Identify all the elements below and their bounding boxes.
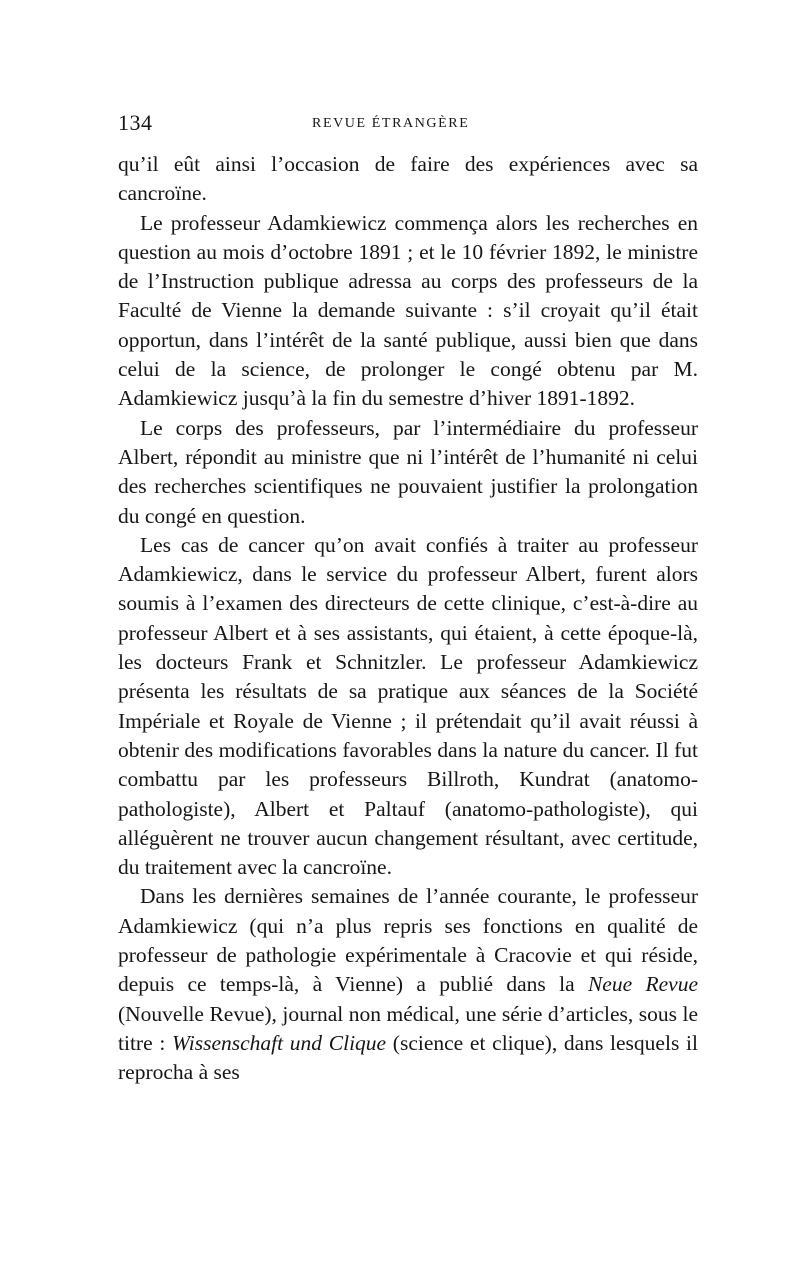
paragraph-text: (Nouvelle Revue), journal non médical, une série d’articles, sous le titre :: [118, 1001, 698, 1055]
journal-title: Neue Revue: [587, 972, 698, 997]
paragraph-text: (science et clique), dans lesquels il reprocha à ses: [118, 1030, 698, 1085]
body-text: [118, 150, 698, 1088]
paragraph: Les cas de cancer qu’on avait confiés à traiter au professeur Adamkiewicz, dans le service du professeur Albert, furent alors soumis à l’examen des directeurs de cette clinique, c’est-à-dire au professeur Albert et à ses assistants, qui étaient, à cette époque-là, les docteurs Frank et Schnitzler. Le professeur Adamkiewicz présenta les résultats de sa pratique aux séances de la Société Impériale et Royale de Vienne ; il prétendait qu’il avait réussi à obtenir des modifications favorables dans la nature du cancer. Il fut combattu par les professeurs Billroth, Kundrat (anatomo-pathologiste), Albert et Paltauf (anatomo-pathologiste), qui alléguèrent ne trouver aucun changement résultant, avec certitude, du traitement avec la cancroïne.: [118, 532, 698, 880]
paragraph: Le corps des professeurs, par l’intermédiaire du professeur Albert, répondit au ministre que ni l’intérêt de l’humanité ni celui des recherches scientifiques ne pouvaient justifier la prolongation du congé en question.: [118, 415, 698, 528]
running-title: REVUE ÉTRANGÈRE: [312, 116, 470, 131]
running-head: [118, 110, 698, 140]
article-title: Wissenschaft und Clique: [172, 1030, 387, 1055]
paragraph: qu’il eût ainsi l’occasion de faire des expériences avec sa cancroïne.: [118, 152, 698, 206]
paragraph: Le professeur Adamkiewicz commença alors les recherches en question au mois d’octobre 1891 ; et le 10 février 1892, le ministre de l’Instruction publique adressa au corps des professeurs de la Faculté de Vienne la demande suivante : s’il croyait qu’il était opportun, dans l’intérêt de la santé publique, aussi bien que dans celui de la science, de prolonger le congé obtenu par M. Adamkiewicz jusqu’à la fin du semestre d’hiver 1891-1892.: [118, 210, 698, 411]
page-number: 134: [118, 110, 153, 135]
paragraph: [118, 882, 698, 1087]
paragraph-text: Dans les dernières semaines de l’année courante, le professeur Adamkiewicz (qui n’a plus repris ses fonctions en qualité de professeur de pathologie expérimentale à Cracovie et qui réside, depuis ce temps-là, à Vienne) a publié dans la: [118, 884, 698, 997]
